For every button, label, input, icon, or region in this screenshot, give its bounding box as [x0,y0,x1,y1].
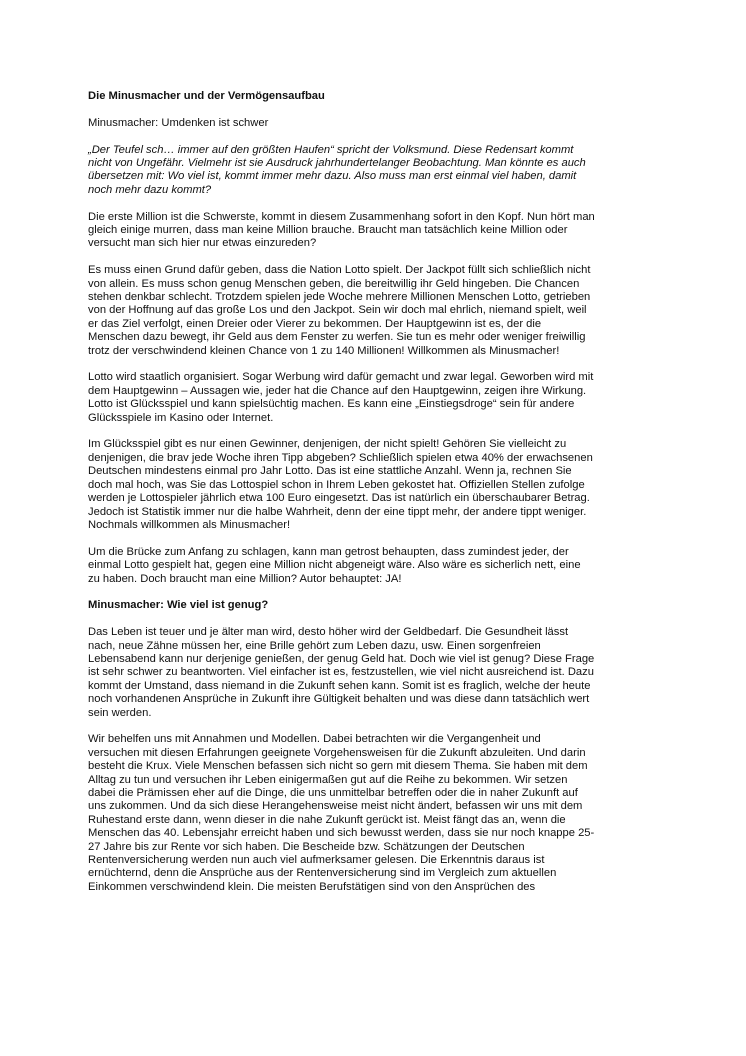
body-paragraph [88,626,663,720]
text-line: zu haben. Doch braucht man eine Million? Autor behauptet: JA! [88,572,402,585]
text-line: Im Glücksspiel gibt es nur einen Gewinner, denjenigen, der nicht spielt! Gehören Sie vielleicht zu [88,438,567,451]
text-line: von der Hoffnung auf das große Los und den Jackpot. Sein wir doch mal ehrlich, niemand spielt, weil [88,304,587,317]
text-line: nach, neue Zähne müssen her, eine Brille gehört zum Leben dazu, usw. Einen sorgenfreien [88,639,541,652]
text-line: Alltag zu tun und versuchen ihr Leben einigermaßen gut auf die Reihe zu bekommen. Wir setzen [88,773,568,786]
text-line: besteht die Krux. Viele Menschen befassen sich nicht so gern mit diesem Thema. Sie haben mit dem [88,760,588,773]
text-line: ist sehr schwer zu beantworten. Viel einfacher ist es, festzustellen, wie viel nicht ausreichend ist. Dazu [88,666,594,679]
text-line: einmal Lotto gespielt hat, gegen eine Million nicht abgeneigt wäre. Also wäre es sicherlich nett, eine [88,559,581,572]
text-line: Lotto wird staatlich organisiert. Sogar Werbung wird dafür gemacht und zwar legal. Geworben wird mit [88,371,594,384]
text-line: er das Ziel verfolgt, einen Dreier oder Vierer zu bekommen. Der Hauptgewinn ist es, der die [88,317,542,330]
text-line: noch vorhandenen Ansprüche in Zukunft ihre Gültigkeit behalten und was diese dann tatsächlich wert [88,693,590,706]
section-heading: Minusmacher: Wie viel ist genug? [88,599,269,612]
text-line: stehen denkbar schlecht. Trotzdem spielen jede Woche mehrere Millionen Menschen Lotto, getrieben [88,291,591,304]
text-line: werden je Lottospieler jährlich etwa 100 Euro eingesetzt. Das ist natürlich ein überschaubarer Betrag. [88,492,590,505]
text-line: Lotto ist Glücksspiel und kann spielsüchtig machen. Es kann eine „Einstiegsdroge“ sein für andere [88,398,575,411]
text-line: Wir behelfen uns mit Annahmen und Modellen. Dabei betrachten wir die Vergangenheit und [88,733,541,746]
body-paragraph [88,211,663,251]
text-line: Die erste Million ist die Schwerste, kommt in diesem Zusammenhang sofort in den Kopf. Nun hört man [88,210,595,223]
text-line: übersetzen mit: Wo viel ist, kommt immer mehr dazu. Also muss man erst einmal viel haben, damit [88,170,577,183]
section-1-body [88,211,663,586]
text-line: nicht von Ungefähr. Vielmehr ist sie Ausdruck jahrhundertelanger Beobachtung. Man könnte es auch [88,157,586,169]
text-line: Deutschen mindestens einmal pro Jahr Lotto. Das ist eine stattliche Anzahl. Wenn ja, rechnen Sie [88,465,572,478]
text-line: Lebensabend kann nur derjenige genießen, der genug Geld hat. Doch wie viel ist genug? Diese Frage [88,652,595,665]
document-title: Die Minusmacher und der Vermögensaufbau [88,90,325,102]
text-line: trotz der verschwindend kleinen Chance von 1 zu 140 Millionen! Willkommen als Minusmacher! [88,344,560,357]
text-line: gleich einige murren, dass man keine Million brauche. Braucht man tatsächlich keine Million oder [88,224,568,237]
body-paragraph [88,264,663,358]
text-line: Jedoch ist Statistik immer nur die halbe Wahrheit, denn der eine tippt mehr, der andere tippt weniger. [88,505,587,518]
text-line: Menschen das 40. Lebensjahr erreicht haben und sich bewusst werden, dass sie nur noch knappe 25- [88,827,595,840]
document-subtitle: Minusmacher: Umdenken ist schwer [88,116,269,129]
text-line: versucht man sich hier nur etwas einzureden? [88,237,317,250]
text-line: versuchen mit diesen Erfahrungen geeignete Vorgehensweisen für die Zukunft abzuleiten. Und darin [88,746,586,759]
text-line: Um die Brücke zum Anfang zu schlagen, kann man getrost behaupten, dass zumindest jeder, der [88,545,569,558]
text-line: 27 Jahre bis zur Rente vor sich haben. Die Bescheide bzw. Schätzungen der Deutschen [88,840,525,853]
text-line: Menschen dazu bewegt, ihr Geld aus dem Fenster zu werfen. Sie tun es mehr oder weniger freiwillig [88,331,586,344]
text-line: denjenigen, die brav jede Woche ihren Tipp abgeben? Schließlich spielen etwa 40% der erwachsenen [88,451,593,464]
text-line: Ruhestand erste dann, wenn dieser in die nahe Zukunft gerückt ist. Meist fängt das an, wenn die [88,813,566,826]
text-line: ernüchternd, denn die Ansprüche aus der Rentenversicherung sind im Vergleich zum aktuellen [88,867,557,880]
body-paragraph [88,371,663,425]
text-line: Das Leben ist teuer und je älter man wird, desto höher wird der Geldbedarf. Die Gesundheit lässt [88,626,569,639]
text-line: Einkommen verschwindend klein. Die meisten Berufstätigen sind von den Ansprüchen des [88,880,536,893]
document-page [88,90,663,908]
text-line: kommt der Umstand, dass niemand in die Zukunft sehen kann. Somit ist es fraglich, welche der heute [88,679,591,692]
body-paragraph [88,733,663,894]
text-line: noch mehr dazu kommt? [88,183,212,196]
text-line: uns zukommen. Und da sich diese Herangehensweise meist nicht ändert, befassen wir uns mit dem [88,800,583,813]
text-line: dabei die Prämissen eher auf die Dinge, die uns unmittelbar betreffen oder die in naher Zukunft auf [88,786,578,799]
section-2-body [88,626,663,894]
text-line: doch mal hoch, was Sie das Lottospiel schon in Ihrem Leben gekostet hat. Offiziellen Stellen zufolge [88,478,585,491]
text-line: Es muss einen Grund dafür geben, dass die Nation Lotto spielt. Der Jackpot füllt sich schließlich nicht [88,264,591,277]
body-paragraph [88,438,663,532]
text-line: „Der Teufel sch… immer auf den größten Haufen“ spricht der Volksmund. Diese Redensart kommt [88,143,574,156]
text-line: sein werden. [88,706,152,719]
text-line: Glücksspiele im Kasino oder Internet. [88,411,274,424]
text-line: Rentenversicherung werden nun auch viel aufmerksamer gelesen. Die Erkenntnis daraus ist [88,854,545,866]
text-line: dem Hauptgewinn – Aussagen wie, jeder hat die Chance auf den Hauptgewinn, zeigen ihre Wirkung. [88,384,587,397]
intro-quote [88,144,663,198]
body-paragraph [88,546,663,586]
text-line: von allein. Es muss schon genug Menschen geben, die bereitwillig ihr Geld hingeben. Die Chancen [88,277,580,290]
text-line: Nochmals willkommen als Minusmacher! [88,518,291,531]
